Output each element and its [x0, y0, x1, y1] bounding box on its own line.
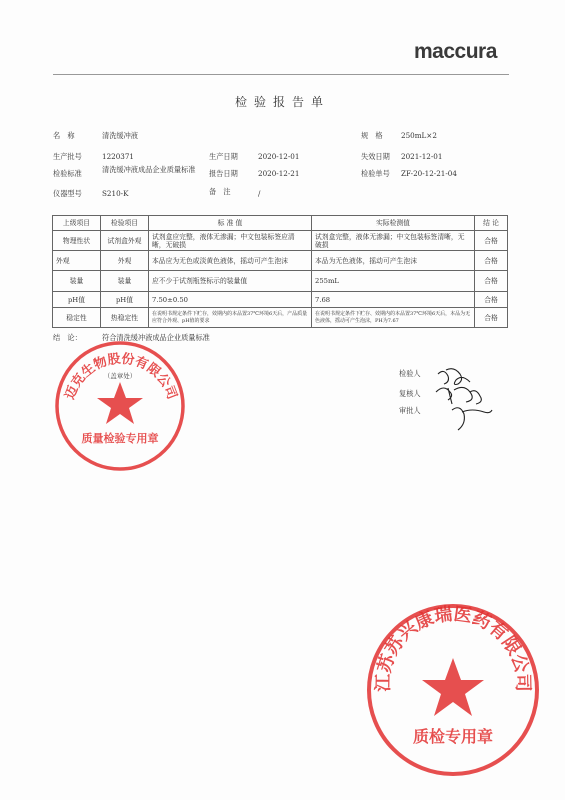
- row-parent: 装量: [53, 271, 101, 292]
- row-standard: 应不少于试剂瓶签标示的装量值: [149, 271, 312, 292]
- row-result: 合格: [475, 231, 508, 251]
- spec-value: 250mL×2: [401, 131, 437, 140]
- row-actual: 255mL: [312, 271, 475, 292]
- header-rule: [53, 74, 509, 75]
- header-parent: 上级项目: [53, 216, 101, 231]
- instrument-value: S210-K: [102, 189, 129, 198]
- row-actual: 在说明书规定条件下贮存、效期内的本品置37℃环境6天后，本品为无色液体，摇动可产生泡沫，PH为7.67: [312, 308, 475, 328]
- row-result: 合格: [475, 308, 508, 328]
- approver-label: 审批人: [399, 406, 421, 415]
- table-row: [53, 251, 508, 271]
- seal-ring-text: 江苏苏兴康瑞医药有限公司: [372, 603, 534, 693]
- row-actual: 本品为无色液体，摇动可产生泡沫: [312, 251, 475, 271]
- row-item: pH值: [101, 292, 149, 308]
- seal-star-icon: [422, 658, 484, 716]
- standard-value: 清洗缓冲液成品企业质量标准: [102, 165, 196, 174]
- row-item: 热稳定性: [101, 308, 149, 328]
- header-result: 结 论: [475, 216, 508, 231]
- instrument-label: 仪器型号: [53, 189, 82, 198]
- batch-label: 生产批号: [53, 152, 82, 161]
- row-item: 试剂盒外观: [101, 231, 149, 251]
- seal-star-icon: [97, 382, 143, 424]
- row-item: 外观: [101, 251, 149, 271]
- mfg-date-value: 2020-12-01: [258, 152, 300, 161]
- table-header-row: [53, 216, 508, 231]
- inspector-label: 检验人: [399, 369, 421, 378]
- conclusion-value: 符合清洗缓冲液成品企业质量标准: [102, 333, 210, 342]
- spec-label: 规 格: [361, 131, 383, 140]
- name-value: 清洗缓冲液: [102, 131, 138, 140]
- row-actual: 7.68: [312, 292, 475, 308]
- table-row: [53, 292, 508, 308]
- table-row: [53, 231, 508, 251]
- company-logo: maccura: [414, 40, 497, 63]
- report-no-value: ZF-20-12-21-04: [401, 169, 457, 178]
- seal-ring-text: 迈克生物股份有限公司: [62, 351, 180, 402]
- mfg-date-label: 生产日期: [209, 152, 238, 161]
- header-actual: 实际检测值: [312, 216, 475, 231]
- exp-date-value: 2021-12-01: [401, 152, 443, 161]
- row-parent: 外观: [53, 251, 101, 271]
- row-standard: 试剂盒应完整，液体无渗漏；中文包装标签应清晰，无破损: [149, 231, 312, 251]
- header-standard: 标 准 值: [149, 216, 312, 231]
- report-date-label: 报告日期: [209, 169, 238, 178]
- batch-value: 1220371: [102, 152, 135, 161]
- reviewer-label: 复核人: [399, 389, 421, 398]
- inspection-table: [52, 215, 508, 328]
- row-result: 合格: [475, 251, 508, 271]
- row-actual: 试剂盒完整，液体无渗漏；中文包装标签清晰，无破损: [312, 231, 475, 251]
- company-seal-right: [363, 600, 543, 780]
- table-row: [53, 308, 508, 328]
- standard-label: 检验标准: [53, 169, 82, 178]
- row-parent: 物理性状: [53, 231, 101, 251]
- signatures: [434, 364, 494, 434]
- remark-label: 备 注: [209, 187, 231, 196]
- report-date-value: 2020-12-21: [258, 169, 300, 178]
- row-standard: 本品应为无色或淡黄色液体，摇动可产生泡沫: [149, 251, 312, 271]
- exp-date-label: 失效日期: [361, 152, 390, 161]
- seal-placeholder-text: （盖章处）: [103, 372, 137, 380]
- row-standard: 在说明书规定条件下贮存，效期内的本品置37℃环境6天后，产品质量应符合外观、pH值的要求: [149, 308, 312, 328]
- row-parent: 稳定性: [53, 308, 101, 328]
- row-result: 合格: [475, 292, 508, 308]
- row-item: 装量: [101, 271, 149, 292]
- row-parent: pH值: [53, 292, 101, 308]
- report-no-label: 检验单号: [361, 169, 390, 178]
- header-item: 检验项目: [101, 216, 149, 231]
- row-standard: 7.50±0.50: [149, 292, 312, 308]
- name-label: 名 称: [53, 131, 75, 140]
- company-seal-left: [52, 338, 188, 474]
- seal-bottom-text: 质量检验专用章: [81, 432, 159, 445]
- report-title: 检验报告单: [234, 95, 330, 109]
- seal-bottom-text: 质检专用章: [412, 727, 494, 746]
- conclusion-label: 结 论：: [53, 333, 82, 342]
- row-result: 合格: [475, 271, 508, 292]
- table-row: [53, 271, 508, 292]
- remark-value: /: [258, 189, 261, 198]
